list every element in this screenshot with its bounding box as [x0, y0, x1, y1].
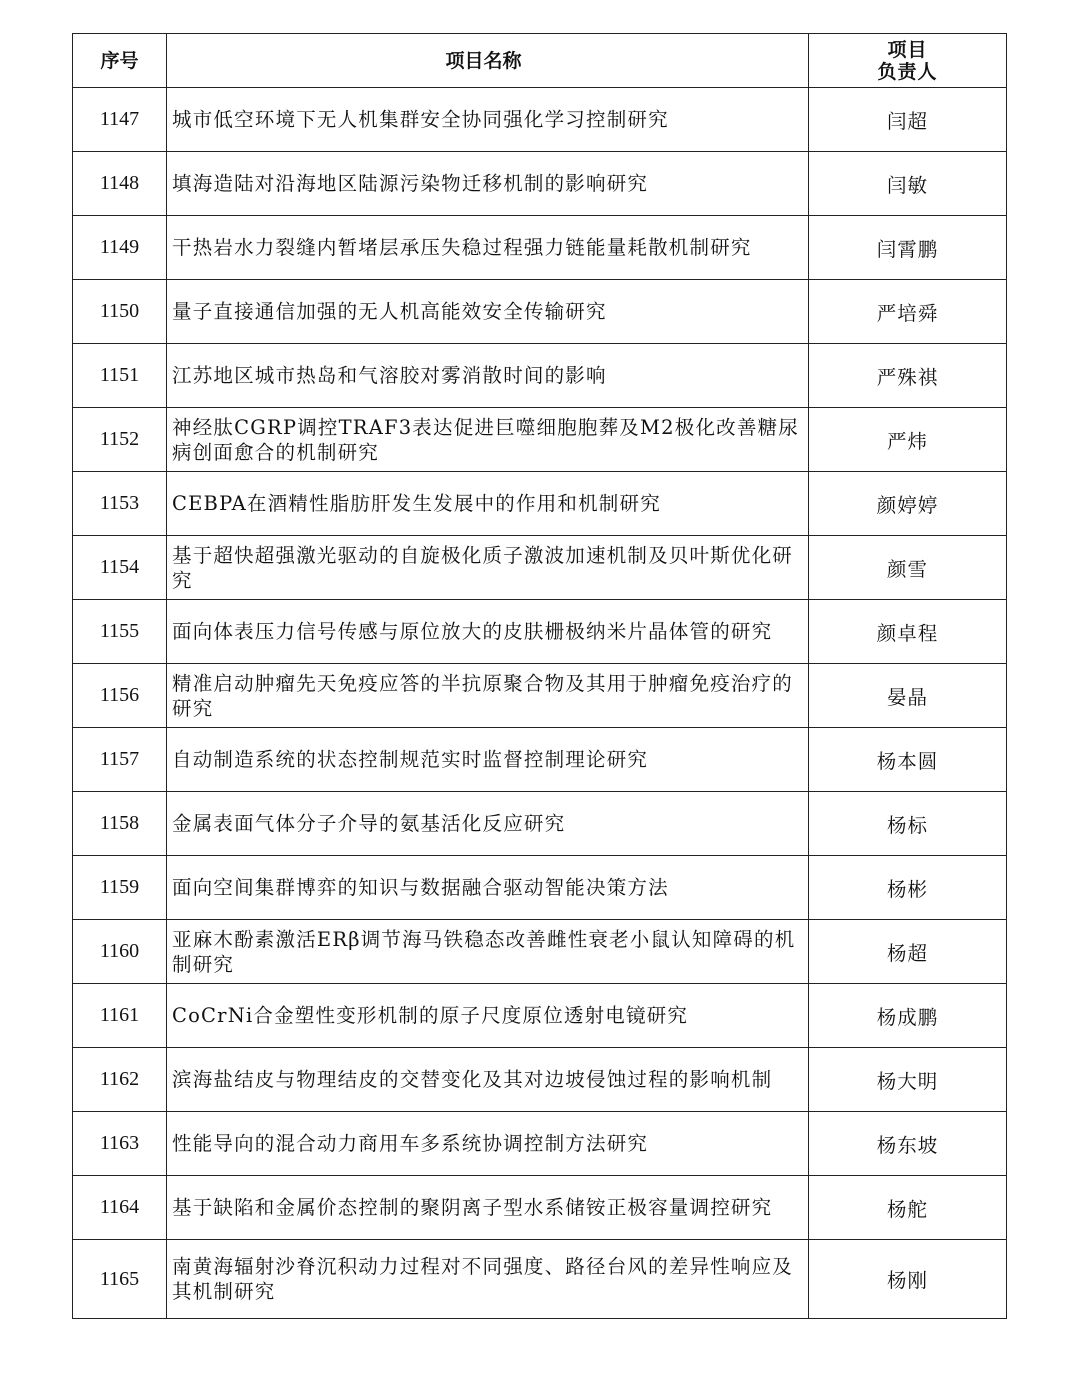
row-serial-number: 1156 [73, 664, 167, 728]
row-serial-number: 1152 [73, 408, 167, 472]
table-row [73, 1176, 1007, 1240]
row-project-leader: 颜婷婷 [809, 472, 1007, 536]
row-project-name: 面向体表压力信号传感与原位放大的皮肤栅极纳米片晶体管的研究 [167, 600, 809, 664]
table-row [73, 600, 1007, 664]
project-list-table [72, 33, 1007, 1319]
row-project-name: 神经肽CGRP调控TRAF3表达促进巨噬细胞胞葬及M2极化改善糖尿病创面愈合的机制研究 [167, 408, 809, 472]
row-serial-number: 1164 [73, 1176, 167, 1240]
row-project-name: CoCrNi合金塑性变形机制的原子尺度原位透射电镜研究 [167, 984, 809, 1048]
row-project-leader: 杨舵 [809, 1176, 1007, 1240]
row-project-leader: 严殊祺 [809, 344, 1007, 408]
table-row [73, 408, 1007, 472]
row-project-leader: 闫敏 [809, 152, 1007, 216]
row-project-leader: 晏晶 [809, 664, 1007, 728]
row-serial-number: 1153 [73, 472, 167, 536]
row-project-name: 南黄海辐射沙脊沉积动力过程对不同强度、路径台风的差异性响应及其机制研究 [167, 1240, 809, 1319]
header-project-name: 项目名称 [167, 34, 809, 88]
row-project-name: 城市低空环境下无人机集群安全协同强化学习控制研究 [167, 88, 809, 152]
row-project-leader: 严炜 [809, 408, 1007, 472]
table-row [73, 792, 1007, 856]
row-project-leader: 杨成鹏 [809, 984, 1007, 1048]
row-project-leader: 杨超 [809, 920, 1007, 984]
row-project-name: 江苏地区城市热岛和气溶胶对雾消散时间的影响 [167, 344, 809, 408]
table-row [73, 536, 1007, 600]
row-serial-number: 1159 [73, 856, 167, 920]
row-serial-number: 1158 [73, 792, 167, 856]
table-row [73, 88, 1007, 152]
table-row [73, 1240, 1007, 1319]
row-project-name: 性能导向的混合动力商用车多系统协调控制方法研究 [167, 1112, 809, 1176]
row-project-leader: 杨刚 [809, 1240, 1007, 1319]
row-project-name: 面向空间集群博弈的知识与数据融合驱动智能决策方法 [167, 856, 809, 920]
row-project-name: 自动制造系统的状态控制规范实时监督控制理论研究 [167, 728, 809, 792]
row-serial-number: 1157 [73, 728, 167, 792]
row-serial-number: 1160 [73, 920, 167, 984]
table-row [73, 344, 1007, 408]
table-row [73, 856, 1007, 920]
header-project-leader [809, 34, 1007, 88]
table-row [73, 1112, 1007, 1176]
header-project-leader-line2: 负责人 [877, 60, 938, 83]
row-project-leader: 杨标 [809, 792, 1007, 856]
row-serial-number: 1150 [73, 280, 167, 344]
table-row [73, 216, 1007, 280]
table-header-row [73, 34, 1007, 88]
table-row [73, 664, 1007, 728]
row-serial-number: 1149 [73, 216, 167, 280]
row-project-name: 滨海盐结皮与物理结皮的交替变化及其对边坡侵蚀过程的影响机制 [167, 1048, 809, 1112]
row-project-leader: 颜雪 [809, 536, 1007, 600]
row-serial-number: 1155 [73, 600, 167, 664]
row-project-leader: 闫霄鹏 [809, 216, 1007, 280]
row-project-leader: 颜卓程 [809, 600, 1007, 664]
header-serial-number: 序号 [73, 34, 167, 88]
row-serial-number: 1151 [73, 344, 167, 408]
table-row [73, 152, 1007, 216]
row-project-leader: 杨本圆 [809, 728, 1007, 792]
row-serial-number: 1147 [73, 88, 167, 152]
table-row [73, 472, 1007, 536]
row-serial-number: 1161 [73, 984, 167, 1048]
header-project-leader-line1: 项目 [887, 38, 928, 61]
row-project-name: CEBPA在酒精性脂肪肝发生发展中的作用和机制研究 [167, 472, 809, 536]
table-row [73, 280, 1007, 344]
row-project-leader: 杨东坡 [809, 1112, 1007, 1176]
table-row [73, 1048, 1007, 1112]
row-serial-number: 1165 [73, 1240, 167, 1319]
table-row [73, 984, 1007, 1048]
row-project-leader: 杨彬 [809, 856, 1007, 920]
row-project-name: 精准启动肿瘤先天免疫应答的半抗原聚合物及其用于肿瘤免疫治疗的研究 [167, 664, 809, 728]
row-serial-number: 1162 [73, 1048, 167, 1112]
row-serial-number: 1148 [73, 152, 167, 216]
row-project-leader: 杨大明 [809, 1048, 1007, 1112]
table-row [73, 728, 1007, 792]
row-project-name: 基于超快超强激光驱动的自旋极化质子激波加速机制及贝叶斯优化研究 [167, 536, 809, 600]
row-serial-number: 1154 [73, 536, 167, 600]
row-project-name: 基于缺陷和金属价态控制的聚阴离子型水系储铵正极容量调控研究 [167, 1176, 809, 1240]
row-project-name: 填海造陆对沿海地区陆源污染物迁移机制的影响研究 [167, 152, 809, 216]
row-project-name: 金属表面气体分子介导的氨基活化反应研究 [167, 792, 809, 856]
row-project-name: 亚麻木酚素激活ERβ调节海马铁稳态改善雌性衰老小鼠认知障碍的机制研究 [167, 920, 809, 984]
row-serial-number: 1163 [73, 1112, 167, 1176]
row-project-name: 干热岩水力裂缝内暂堵层承压失稳过程强力链能量耗散机制研究 [167, 216, 809, 280]
row-project-name: 量子直接通信加强的无人机高能效安全传输研究 [167, 280, 809, 344]
row-project-leader: 闫超 [809, 88, 1007, 152]
row-project-leader: 严培舜 [809, 280, 1007, 344]
table-row [73, 920, 1007, 984]
